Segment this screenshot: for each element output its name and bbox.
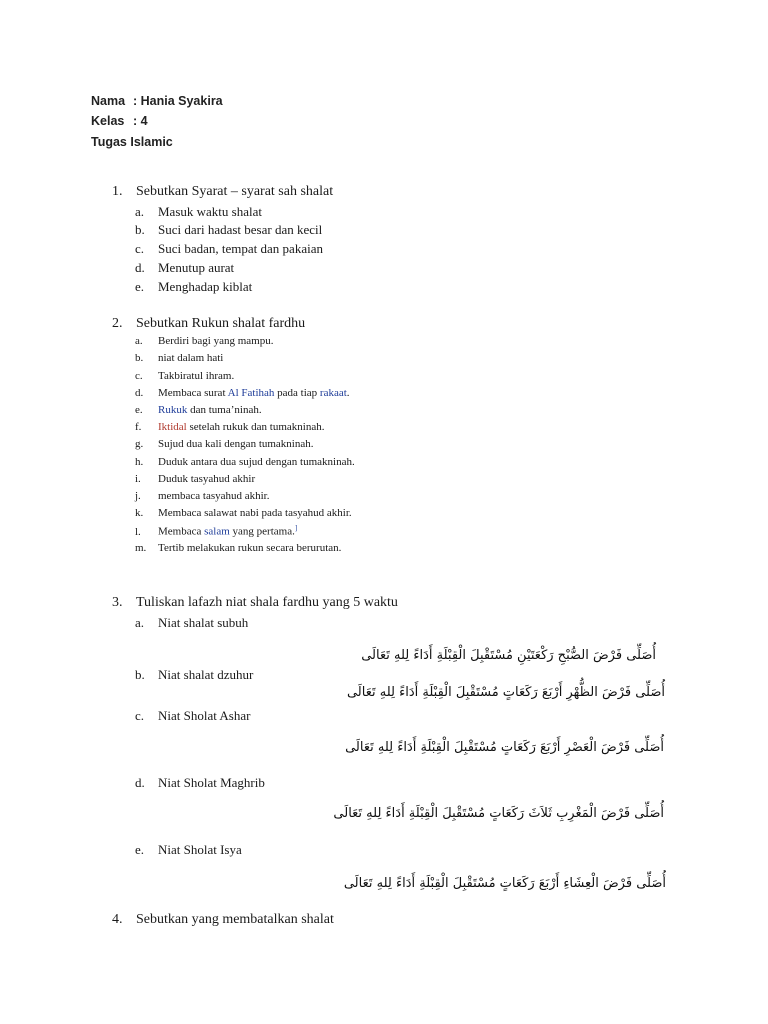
item-letter: b.: [135, 222, 145, 237]
item-text: Takbiratul ihram.: [158, 370, 235, 382]
list-item: [135, 204, 262, 220]
name-line: [91, 94, 223, 108]
item-letter: m.: [135, 542, 147, 554]
item-text: pada tiap: [274, 387, 320, 399]
question-2: [112, 316, 305, 332]
item-letter: e.: [135, 404, 143, 416]
class-label: Kelas: [91, 114, 125, 128]
list-item: [135, 260, 234, 276]
item-letter: e.: [135, 842, 145, 857]
item-text: Membaca salawat nabi pada tasyahud akhir.: [158, 507, 352, 519]
item-letter: j.: [135, 490, 141, 502]
item-letter: h.: [135, 456, 144, 468]
name-value: : Hania Syakira: [133, 94, 223, 108]
item-text: setelah rukuk dan tumakninah.: [186, 421, 325, 433]
item-text: Masuk waktu shalat: [158, 204, 262, 219]
item-letter: d.: [135, 775, 145, 790]
question-number: 3.: [112, 595, 123, 610]
rakaat-link[interactable]: rakaat: [319, 387, 347, 399]
item-letter: g.: [135, 438, 144, 450]
item-text: Niat Sholat Ashar: [158, 708, 251, 723]
item-text: Membaca surat: [158, 387, 228, 399]
item-letter: e.: [135, 279, 145, 294]
arabic-intention-text: أُصَلِّى فَرْضَ الْمَغْرِبِ ثَلاَثَ رَكَعَاتٍ مُسْتَقْبِلَ الْقِبْلَةِ أَدَاءً لِلهِ تَعَالَى: [333, 806, 664, 821]
question-text: Sebutkan Rukun shalat fardhu: [136, 316, 306, 331]
list-item: [135, 279, 252, 295]
list-item: [135, 708, 250, 724]
question-text: Sebutkan Syarat – syarat sah shalat: [136, 184, 334, 199]
item-letter: a.: [135, 615, 145, 630]
item-letter: d.: [135, 387, 144, 399]
item-text: membaca tasyahud akhir.: [158, 490, 270, 502]
item-text: Berdiri bagi yang mampu.: [158, 335, 274, 347]
item-letter: l.: [135, 525, 141, 538]
item-letter: c.: [135, 241, 145, 256]
list-item: [135, 352, 223, 364]
list-item: [135, 473, 255, 485]
item-letter: i.: [135, 473, 141, 485]
item-text: yang pertama.: [229, 525, 295, 538]
list-item: [135, 404, 262, 416]
assignment-title: Tugas Islamic: [91, 135, 173, 149]
arabic-intention-text: أُصَلِّى فَرْضَ الظُّهْرِ أَرْبَعَ رَكَعَاتٍ مُسْتَقْبِلَ الْقِبْلَةِ أَدَاءً لِلهِ تَعَالَى: [346, 685, 665, 700]
item-text: Duduk antara dua sujud dengan tumakninah.: [158, 456, 355, 468]
item-letter: c.: [135, 370, 143, 382]
rukuk-link[interactable]: Rukuk: [158, 404, 188, 416]
item-letter: b.: [135, 667, 145, 682]
list-item: [135, 507, 352, 519]
salam-link[interactable]: salam: [204, 525, 230, 538]
question-1: [112, 184, 333, 200]
item-letter: k.: [135, 507, 144, 519]
item-text: .: [346, 387, 350, 399]
footnote-marker[interactable]: ]: [294, 524, 298, 532]
item-letter: f.: [135, 421, 142, 433]
item-text: Niat Sholat Isya: [158, 842, 242, 857]
arabic-intention-text: أُصَلِّى فَرْضَ الْعَصْرِ أَرْبَعَ رَكَعَاتٍ مُسْتَقْبِلَ الْقِبْلَةِ أَدَاءً لِلهِ تَعَالَى: [345, 740, 664, 755]
al-fatihah-link[interactable]: Al Fatihah: [227, 387, 275, 399]
item-text: Suci dari hadast besar dan kecil: [158, 222, 323, 237]
item-letter: a.: [135, 335, 143, 347]
question-text: Tuliskan lafazh niat shala fardhu yang 5 waktu: [136, 595, 398, 610]
list-item: [135, 421, 325, 433]
question-number: 2.: [112, 316, 123, 331]
question-number: 1.: [112, 184, 123, 199]
class-line: [91, 114, 148, 128]
item-text: Menutup aurat: [158, 260, 235, 275]
item-text: Tertib melakukan rukun secara berurutan.: [158, 542, 342, 554]
item-text: Duduk tasyahud akhir: [158, 473, 256, 485]
arabic-intention-text: أُصَلِّى فَرْضَ الْعِشَاءِ أَرْبَعَ رَكَعَاتٍ مُسْتَقْبِلَ الْقِبْلَةِ أَدَاءً لِلهِ تَعَالَى: [343, 876, 666, 891]
list-item: [135, 490, 270, 502]
list-item: [135, 456, 355, 468]
iktidal-link[interactable]: Iktidal: [158, 421, 187, 433]
item-text: Menghadap kiblat: [158, 279, 253, 294]
question-3: [112, 595, 398, 611]
list-item: [135, 335, 273, 347]
item-letter: a.: [135, 204, 145, 219]
list-item: [135, 667, 253, 683]
list-item: [135, 842, 242, 858]
list-item: [135, 241, 323, 257]
item-text: dan tuma’ninah.: [187, 404, 262, 416]
list-item: [135, 615, 248, 631]
question-4: [112, 912, 334, 928]
list-item: [135, 542, 341, 554]
item-letter: d.: [135, 260, 145, 275]
list-item: [135, 524, 297, 538]
item-text: Membaca: [158, 525, 205, 538]
arabic-intention-text: أُصَلِّى فَرْضَ الصُّبْحِ رَكْعَتَيْنِ مُسْتَقْبِلَ الْقِبْلَةِ أَدَاءً لِلهِ تَعَالَى: [361, 648, 656, 663]
item-text: Suci badan, tempat dan pakaian: [158, 241, 323, 256]
item-text: Niat shalat subuh: [158, 615, 249, 630]
list-item: [135, 438, 314, 450]
item-text: Niat shalat dzuhur: [158, 667, 254, 682]
item-text: Sujud dua kali dengan tumakninah.: [158, 438, 314, 450]
question-text: Sebutkan yang membatalkan shalat: [136, 912, 334, 927]
item-text: niat dalam hati: [158, 352, 224, 364]
list-item: [135, 222, 322, 238]
item-letter: b.: [135, 352, 144, 364]
item-text: Niat Sholat Maghrib: [158, 775, 265, 790]
name-label: Nama: [91, 94, 126, 108]
list-item: [135, 775, 265, 791]
question-number: 4.: [112, 912, 123, 927]
list-item: [135, 387, 350, 399]
list-item: [135, 370, 234, 382]
class-value: : 4: [133, 114, 148, 128]
item-letter: c.: [135, 708, 145, 723]
